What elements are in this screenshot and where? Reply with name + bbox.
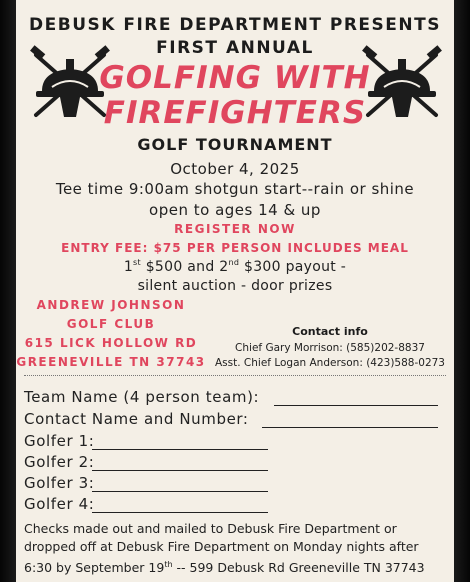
payout-first-sup: st (133, 258, 141, 267)
event-title-line2: FIREFIGHTERS (103, 95, 367, 131)
venue-name-line2: GOLF CLUB (66, 317, 156, 331)
venue-name-line1: ANDREW JOHNSON (36, 298, 186, 312)
age-requirement: open to ages 14 & up (149, 201, 321, 219)
event-title-line1: GOLFING WITH (99, 60, 371, 96)
golfer4-label: Golfer 4: (24, 495, 95, 513)
golfer4-field[interactable] (92, 512, 268, 513)
contact-name-field[interactable] (262, 427, 438, 428)
auction-line: silent auction - door prizes (137, 278, 333, 294)
payout-second-amount: $300 payout - (239, 259, 347, 275)
golfer2-label: Golfer 2: (24, 453, 95, 471)
first-annual-line: FIRST ANNUAL (156, 38, 314, 58)
team-name-label: Team Name (4 person team): (24, 388, 260, 406)
tee-time: Tee time 9:00am shotgun start--rain or shine (55, 180, 415, 198)
presenter-line: DEBUSK FIRE DEPARTMENT PRESENTS (29, 15, 441, 35)
contact-title: Contact info (292, 325, 368, 338)
golfer1-field[interactable] (92, 449, 268, 450)
team-name-field[interactable] (274, 405, 438, 406)
golfer2-field[interactable] (92, 470, 268, 471)
mailing-address: -- 599 Debusk Rd Greeneville TN 37743 (172, 560, 425, 575)
payout-second-sup: nd (228, 258, 240, 267)
payout-first-num: 1 (123, 259, 134, 275)
payment-instructions-line3 (24, 556, 449, 577)
right-border (454, 0, 470, 582)
contact-name-label: Contact Name and Number: (24, 410, 249, 428)
payout-line (16, 258, 454, 275)
golfer3-label: Golfer 3: (24, 474, 95, 492)
payment-instructions-line1: Checks made out and mailed to Debusk Fire Department or (24, 521, 397, 536)
flyer (16, 0, 454, 582)
left-border (0, 0, 16, 582)
entry-fee: ENTRY FEE: $75 PER PERSON INCLUDES MEAL (61, 241, 409, 255)
golfer1-label: Golfer 1: (24, 432, 95, 450)
form-divider (24, 375, 446, 376)
contact-chief: Chief Gary Morrison: (585)202-8837 (235, 342, 425, 354)
venue-address: 615 LICK HOLLOW RD (24, 336, 198, 350)
deadline-text: 6:30 by September 19 (24, 560, 165, 575)
deadline-sup: th (164, 560, 173, 569)
venue-city: GREENEVILLE TN 37743 (16, 355, 206, 369)
golfer3-field[interactable] (92, 491, 268, 492)
event-subtitle: GOLF TOURNAMENT (137, 135, 333, 154)
payment-instructions-line2: dropped off at Debusk Fire Department on Monday nights after (24, 539, 419, 554)
event-date: October 4, 2025 (170, 160, 300, 178)
contact-asst-chief: Asst. Chief Logan Anderson: (423)588-0273 (215, 357, 445, 369)
register-now-callout: REGISTER NOW (174, 222, 296, 236)
payout-first-amount: $500 and 2 (140, 259, 229, 275)
